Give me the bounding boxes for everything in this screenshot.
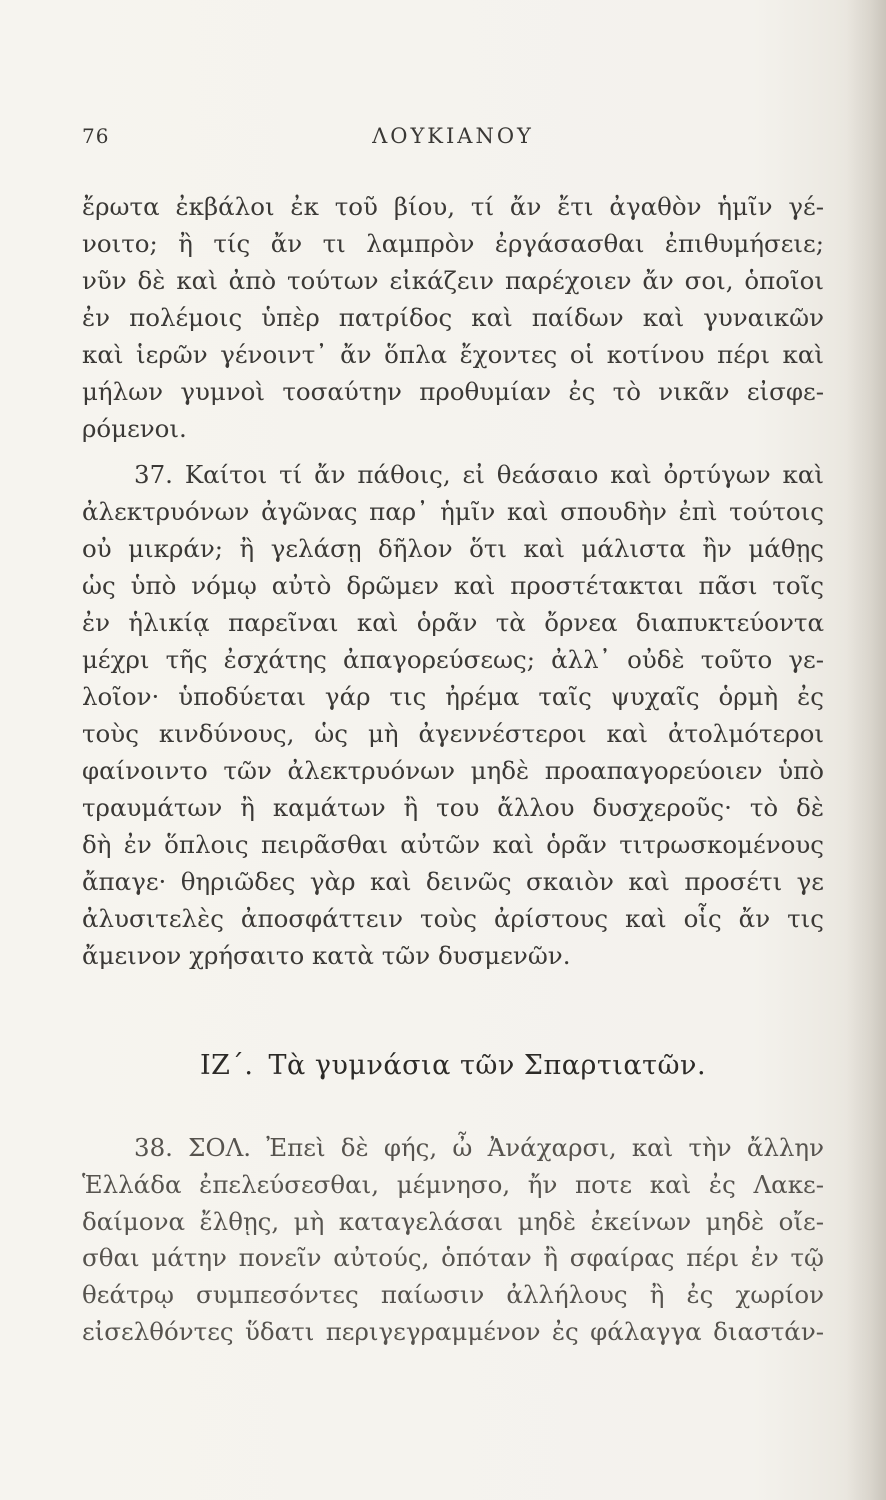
text-line: νοιτο; ἢ τίς ἄν τι λαμπρὸν ἐργάσασθαι ἐπιθυμήσειε; xyxy=(82,229,824,258)
text-line: ἀλυσιτελὲς ἀποσφάττειν τοὺς ἀρίστους καὶ οἷς ἄν τις xyxy=(82,904,824,933)
text-line: ἄμεινον χρήσαιτο κατὰ τῶν δυσμενῶν. xyxy=(82,941,571,970)
section-heading xyxy=(82,1050,824,1081)
text-line: ἐν ἡλικίᾳ παρεῖναι καὶ ὁρᾶν τὰ ὄρνεα διαπυκτεύοντα xyxy=(82,608,824,637)
text-line: ἄπαγε· θηριῶδες γὰρ καὶ δεινῶς σκαιὸν καὶ προσέτι γε xyxy=(82,867,824,896)
text-line: θεάτρῳ συμπεσόντες παίωσιν ἀλλήλους ἢ ἐς χωρίον xyxy=(82,1280,824,1310)
text-line: ἐν πολέμοις ὑπὲρ πατρίδος καὶ παίδων καὶ γυναικῶν xyxy=(82,303,824,332)
page-header xyxy=(82,124,824,154)
paragraph-1 xyxy=(82,188,824,447)
text-line: λοῖον· ὑποδύεται γάρ τις ἠρέμα ταῖς ψυχαῖς ὁρμὴ ἐς xyxy=(82,682,824,711)
text-line: ὡς ὑπὸ νόμῳ αὐτὸ δρῶμεν καὶ προστέτακται πᾶσι τοῖς xyxy=(82,571,824,600)
text-line: ἔρωτα ἐκβάλοι ἐκ τοῦ βίου, τί ἄν ἔτι ἀγαθὸν ἡμῖν γέ- xyxy=(82,192,824,221)
text-line: δὴ ἐν ὅπλοις πειρᾶσθαι αὐτῶν καὶ ὁρᾶν τιτρωσκομένους xyxy=(82,830,824,859)
running-head: ΛΟΥΚΙΑΝΟΥ xyxy=(372,124,534,148)
text-line: ἀλεκτρυόνων ἀγῶνας παρ᾽ ἡμῖν καὶ σπουδὴν ἐπὶ τούτοις xyxy=(82,497,824,526)
text-line: εἰσελθόντες ὕδατι περιγεγραμμένον ἐς φάλαγγα διαστάν- xyxy=(82,1316,824,1346)
text-line: 38. ΣΟΛ. Ἐπεὶ δὲ φής, ὦ Ἀνάχαρσι, καὶ τὴν ἄλλην xyxy=(134,1133,824,1162)
text-line: νῦν δὲ καὶ ἀπὸ τούτων εἰκάζειν παρέχοιεν ἄν σοι, ὁποῖοι xyxy=(82,266,824,295)
text-line: σθαι μάτην πονεῖν αὐτούς, ὁπόταν ἢ σφαίρας πέρι ἐν τῷ xyxy=(82,1243,824,1273)
text-line: μήλων γυμνοὶ τοσαύτην προθυμίαν ἐς τὸ νικᾶν εἰσφε- xyxy=(82,377,824,406)
paragraph-2 xyxy=(82,456,824,974)
text-line: καὶ ἱερῶν γένοιντ᾽ ἄν ὅπλα ἔχοντες οἱ κοτίνου πέρι καὶ xyxy=(82,340,824,369)
section-title: Τὰ γυμνάσια τῶν Σπαρτιατῶν. xyxy=(268,1050,707,1081)
text-line: φαίνοιντο τῶν ἀλεκτρυόνων μηδὲ προαπαγορεύοιεν ὑπὸ xyxy=(82,756,824,785)
page-gutter-shadow xyxy=(846,0,886,1500)
text-line: οὐ μικράν; ἢ γελάσῃ δῆλον ὅτι καὶ μάλιστα ἢν μάθῃς xyxy=(82,534,824,563)
text-line: δαίμονα ἔλθῃς, μὴ καταγελάσαι μηδὲ ἐκείνων μηδὲ οἴε- xyxy=(82,1206,824,1236)
text-line: μέχρι τῆς ἐσχάτης ἀπαγορεύσεως; ἀλλ᾽ οὐδὲ τοῦτο γε- xyxy=(82,645,824,674)
text-line: τοὺς κινδύνους, ὡς μὴ ἀγεννέστεροι καὶ ἀτολμότεροι xyxy=(82,719,824,748)
page-number: 76 xyxy=(82,124,110,148)
section-number: ΙΖ΄. xyxy=(199,1050,254,1081)
paragraph-3 xyxy=(82,1129,824,1350)
text-line: 37. Καίτοι τί ἄν πάθοις, εἰ θεάσαιο καὶ ὀρτύγων καὶ xyxy=(134,460,824,489)
text-line: τραυμάτων ἢ καμάτων ἢ του ἄλλου δυσχεροῦς· τὸ δὲ xyxy=(82,793,824,822)
text-line: Ἑλλάδα ἐπελεύσεσθαι, μέμνησο, ἤν ποτε καὶ ἐς Λακε- xyxy=(82,1169,824,1199)
text-line: ρόμενοι. xyxy=(82,414,187,443)
